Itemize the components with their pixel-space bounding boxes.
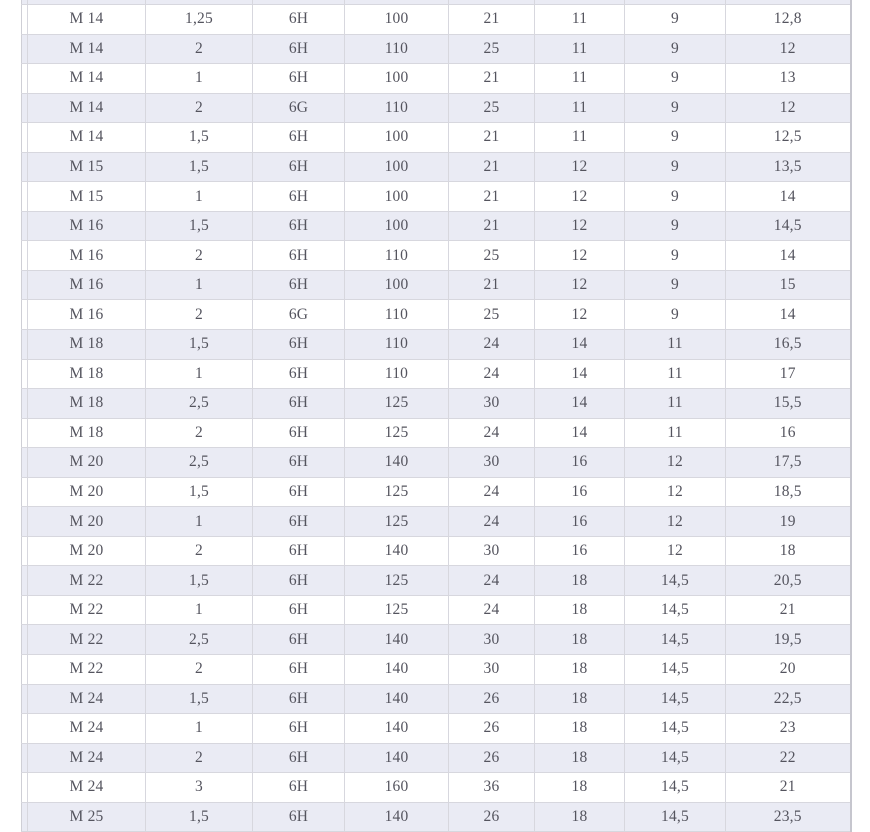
spec-table-container [21,0,852,832]
cell-col4: 110 [345,34,449,64]
spec-table-body [22,0,851,832]
cell-col3: 6H [253,152,345,182]
cell-thread-size: M 20 [28,536,146,566]
cell-col7: 12 [625,477,726,507]
cell-col6: 18 [535,655,625,685]
cell-col2: 1 [146,714,253,744]
cell-col4: 100 [345,182,449,212]
cell-col6: 11 [535,93,625,123]
table-row [22,182,851,212]
cell-thread-size: M 24 [28,773,146,803]
cell-col6: 18 [535,743,625,773]
cell-col2: 2 [146,418,253,448]
cell-col7: 11 [625,330,726,360]
cell-col4: 125 [345,418,449,448]
cell-col8: 21 [726,773,851,803]
cell-col2: 3 [146,773,253,803]
cell-col7: 9 [625,300,726,330]
cell-col4: 100 [345,270,449,300]
table-row [22,714,851,744]
table-row [22,34,851,64]
cell-col2: 1,5 [146,566,253,596]
cell-col4: 140 [345,625,449,655]
cell-thread-size: M 14 [28,34,146,64]
cell-col2: 2 [146,743,253,773]
cell-col7: 9 [625,123,726,153]
cell-col6: 18 [535,684,625,714]
cell-col8: 20,5 [726,566,851,596]
cell-col7: 12 [625,507,726,537]
cell-col2: 1,5 [146,802,253,832]
cell-col5: 36 [449,773,535,803]
cell-col8: 12 [726,93,851,123]
cell-col5: 21 [449,270,535,300]
cell-col8: 22 [726,743,851,773]
cell-col3: 6H [253,64,345,94]
cell-col4: 140 [345,655,449,685]
cell-col5: 24 [449,330,535,360]
cell-col2: 2,5 [146,625,253,655]
cell-thread-size: M 24 [28,684,146,714]
cell-thread-size: M 14 [28,5,146,35]
cell-col4: 125 [345,507,449,537]
cell-col3: 6H [253,389,345,419]
cell-col4: 125 [345,595,449,625]
cell-col4: 100 [345,123,449,153]
cell-col3: 6H [253,743,345,773]
table-row [22,743,851,773]
cell-col4: 100 [345,5,449,35]
cell-col7: 9 [625,152,726,182]
cell-col7: 9 [625,211,726,241]
cell-col3: 6H [253,714,345,744]
cell-col4: 140 [345,448,449,478]
table-row [22,152,851,182]
cell-col8: 17,5 [726,448,851,478]
table-row [22,64,851,94]
cell-col6: 14 [535,330,625,360]
cell-col3: 6H [253,330,345,360]
cell-col3: 6G [253,300,345,330]
cell-thread-size: M 22 [28,655,146,685]
cell-col5: 21 [449,211,535,241]
cell-col3: 6H [253,536,345,566]
cell-col6: 11 [535,34,625,64]
cell-thread-size: M 18 [28,330,146,360]
table-row [22,270,851,300]
cell-col7: 9 [625,270,726,300]
cell-col2: 2 [146,536,253,566]
cell-col5: 21 [449,152,535,182]
cell-col2: 1 [146,64,253,94]
cell-col7: 9 [625,5,726,35]
cell-col7: 11 [625,389,726,419]
cell-col2: 1,5 [146,123,253,153]
cell-col8: 18 [726,536,851,566]
cell-col6: 12 [535,270,625,300]
cell-col7: 14,5 [625,655,726,685]
cell-col8: 23,5 [726,802,851,832]
cell-col8: 12,5 [726,123,851,153]
cell-col3: 6H [253,802,345,832]
cell-col6: 14 [535,418,625,448]
cell-col5: 30 [449,389,535,419]
cell-col8: 16 [726,418,851,448]
cell-thread-size: M 14 [28,123,146,153]
cell-col3: 6H [253,182,345,212]
cell-col4: 125 [345,477,449,507]
cell-col7: 14,5 [625,802,726,832]
cell-col3: 6H [253,5,345,35]
table-row [22,389,851,419]
cell-col2: 2 [146,34,253,64]
cell-col4: 100 [345,211,449,241]
cell-col7: 12 [625,536,726,566]
cell-col8: 14 [726,241,851,271]
cell-col7: 14,5 [625,773,726,803]
table-row [22,359,851,389]
cell-col4: 140 [345,536,449,566]
cell-col5: 24 [449,566,535,596]
cell-thread-size: M 16 [28,241,146,271]
cell-col4: 140 [345,684,449,714]
cell-col8: 20 [726,655,851,685]
cell-col3: 6G [253,93,345,123]
cell-col8: 16,5 [726,330,851,360]
table-row [22,477,851,507]
cell-thread-size: M 14 [28,93,146,123]
cell-col4: 100 [345,152,449,182]
cell-col2: 1,5 [146,152,253,182]
cell-col6: 11 [535,123,625,153]
cell-col7: 9 [625,93,726,123]
cell-col7: 9 [625,64,726,94]
cell-col7: 14,5 [625,684,726,714]
cell-col2: 1 [146,507,253,537]
cell-col7: 14,5 [625,743,726,773]
cell-thread-size: M 22 [28,595,146,625]
cell-col8: 17 [726,359,851,389]
cell-col6: 18 [535,566,625,596]
cell-col5: 26 [449,684,535,714]
cell-col4: 140 [345,743,449,773]
cell-col4: 140 [345,802,449,832]
cell-col5: 24 [449,477,535,507]
cell-col8: 15,5 [726,389,851,419]
cell-col8: 22,5 [726,684,851,714]
cell-col3: 6H [253,595,345,625]
cell-col3: 6H [253,359,345,389]
cell-col7: 12 [625,448,726,478]
cell-col5: 30 [449,536,535,566]
cell-col5: 26 [449,714,535,744]
cell-thread-size: M 20 [28,448,146,478]
cell-thread-size: M 24 [28,714,146,744]
cell-col8: 18,5 [726,477,851,507]
cell-col6: 11 [535,64,625,94]
table-row [22,241,851,271]
cell-col8: 14 [726,300,851,330]
cell-col4: 140 [345,714,449,744]
cell-col6: 18 [535,625,625,655]
cell-col3: 6H [253,625,345,655]
cell-col3: 6H [253,34,345,64]
cell-col8: 12,8 [726,5,851,35]
cell-col6: 14 [535,389,625,419]
cell-thread-size: M 16 [28,270,146,300]
cell-col2: 1,5 [146,684,253,714]
cell-thread-size: M 16 [28,300,146,330]
cell-col8: 13 [726,64,851,94]
cell-col3: 6H [253,566,345,596]
cell-col2: 1 [146,182,253,212]
cell-col6: 18 [535,714,625,744]
cell-col5: 21 [449,5,535,35]
cell-col6: 12 [535,182,625,212]
cell-col4: 110 [345,93,449,123]
cell-col5: 21 [449,182,535,212]
cell-col4: 110 [345,300,449,330]
cell-col2: 2 [146,655,253,685]
cell-col8: 13,5 [726,152,851,182]
cell-col5: 21 [449,123,535,153]
table-row [22,655,851,685]
cell-col5: 25 [449,34,535,64]
cell-col6: 16 [535,507,625,537]
cell-thread-size: M 25 [28,802,146,832]
cell-col7: 14,5 [625,595,726,625]
cell-col4: 125 [345,389,449,419]
cell-col6: 16 [535,477,625,507]
table-row [22,507,851,537]
cell-col2: 2,5 [146,448,253,478]
cell-col2: 1,5 [146,330,253,360]
cell-col7: 14,5 [625,714,726,744]
cell-col6: 18 [535,595,625,625]
cell-col7: 9 [625,182,726,212]
table-row [22,418,851,448]
cell-col6: 18 [535,773,625,803]
cell-thread-size: M 24 [28,743,146,773]
cell-col5: 25 [449,300,535,330]
cell-col4: 125 [345,566,449,596]
table-row [22,773,851,803]
cell-col2: 1,25 [146,5,253,35]
cell-col5: 26 [449,802,535,832]
cell-thread-size: M 16 [28,211,146,241]
cell-col3: 6H [253,418,345,448]
cell-thread-size: M 20 [28,477,146,507]
cell-col3: 6H [253,123,345,153]
cell-col2: 1 [146,270,253,300]
cell-col3: 6H [253,773,345,803]
table-row [22,330,851,360]
cell-col6: 14 [535,359,625,389]
table-row [22,211,851,241]
table-row [22,123,851,153]
table-row [22,802,851,832]
cell-col6: 16 [535,536,625,566]
cell-col7: 11 [625,359,726,389]
table-row [22,5,851,35]
cell-col3: 6H [253,241,345,271]
cell-col3: 6H [253,448,345,478]
cell-col6: 12 [535,300,625,330]
table-row [22,595,851,625]
cell-col5: 24 [449,595,535,625]
cell-col8: 15 [726,270,851,300]
table-row [22,448,851,478]
cell-col7: 14,5 [625,625,726,655]
cell-col2: 2,5 [146,389,253,419]
cell-thread-size: M 15 [28,182,146,212]
cell-col3: 6H [253,477,345,507]
table-row [22,536,851,566]
cell-col8: 19,5 [726,625,851,655]
cell-col2: 1 [146,359,253,389]
cell-col2: 2 [146,241,253,271]
cell-col3: 6H [253,507,345,537]
cell-thread-size: M 15 [28,152,146,182]
cell-col4: 110 [345,359,449,389]
cell-col2: 2 [146,300,253,330]
cell-col6: 16 [535,448,625,478]
cell-col5: 21 [449,64,535,94]
cell-col3: 6H [253,211,345,241]
cell-thread-size: M 18 [28,389,146,419]
cell-col2: 1,5 [146,477,253,507]
cell-col2: 1 [146,595,253,625]
cell-col5: 24 [449,507,535,537]
cell-col8: 14,5 [726,211,851,241]
cell-col5: 25 [449,93,535,123]
cell-col5: 26 [449,743,535,773]
table-row [22,300,851,330]
table-row [22,93,851,123]
cell-col3: 6H [253,684,345,714]
cell-thread-size: M 22 [28,566,146,596]
table-row [22,625,851,655]
cell-col5: 24 [449,418,535,448]
cell-col4: 110 [345,241,449,271]
cell-col5: 25 [449,241,535,271]
cell-col6: 18 [535,802,625,832]
cell-thread-size: M 18 [28,359,146,389]
cell-thread-size: M 20 [28,507,146,537]
cell-col6: 12 [535,211,625,241]
cell-col4: 110 [345,330,449,360]
cell-col6: 12 [535,152,625,182]
cell-thread-size: M 18 [28,418,146,448]
cell-thread-size: M 22 [28,625,146,655]
cell-col5: 30 [449,655,535,685]
thread-spec-table [21,0,852,832]
cell-thread-size: M 14 [28,64,146,94]
cell-col3: 6H [253,270,345,300]
cell-col5: 30 [449,625,535,655]
cell-col6: 12 [535,241,625,271]
table-row [22,566,851,596]
table-row [22,684,851,714]
cell-col7: 9 [625,34,726,64]
cell-col8: 19 [726,507,851,537]
cell-col4: 160 [345,773,449,803]
cell-col7: 9 [625,241,726,271]
cell-col7: 11 [625,418,726,448]
cell-col6: 11 [535,5,625,35]
cell-col8: 23 [726,714,851,744]
cell-col5: 24 [449,359,535,389]
cell-col8: 14 [726,182,851,212]
cell-col2: 1,5 [146,211,253,241]
cell-col8: 21 [726,595,851,625]
cell-col8: 12 [726,34,851,64]
cell-col7: 14,5 [625,566,726,596]
cell-col4: 100 [345,64,449,94]
cell-col5: 30 [449,448,535,478]
cell-col2: 2 [146,93,253,123]
cell-col3: 6H [253,655,345,685]
